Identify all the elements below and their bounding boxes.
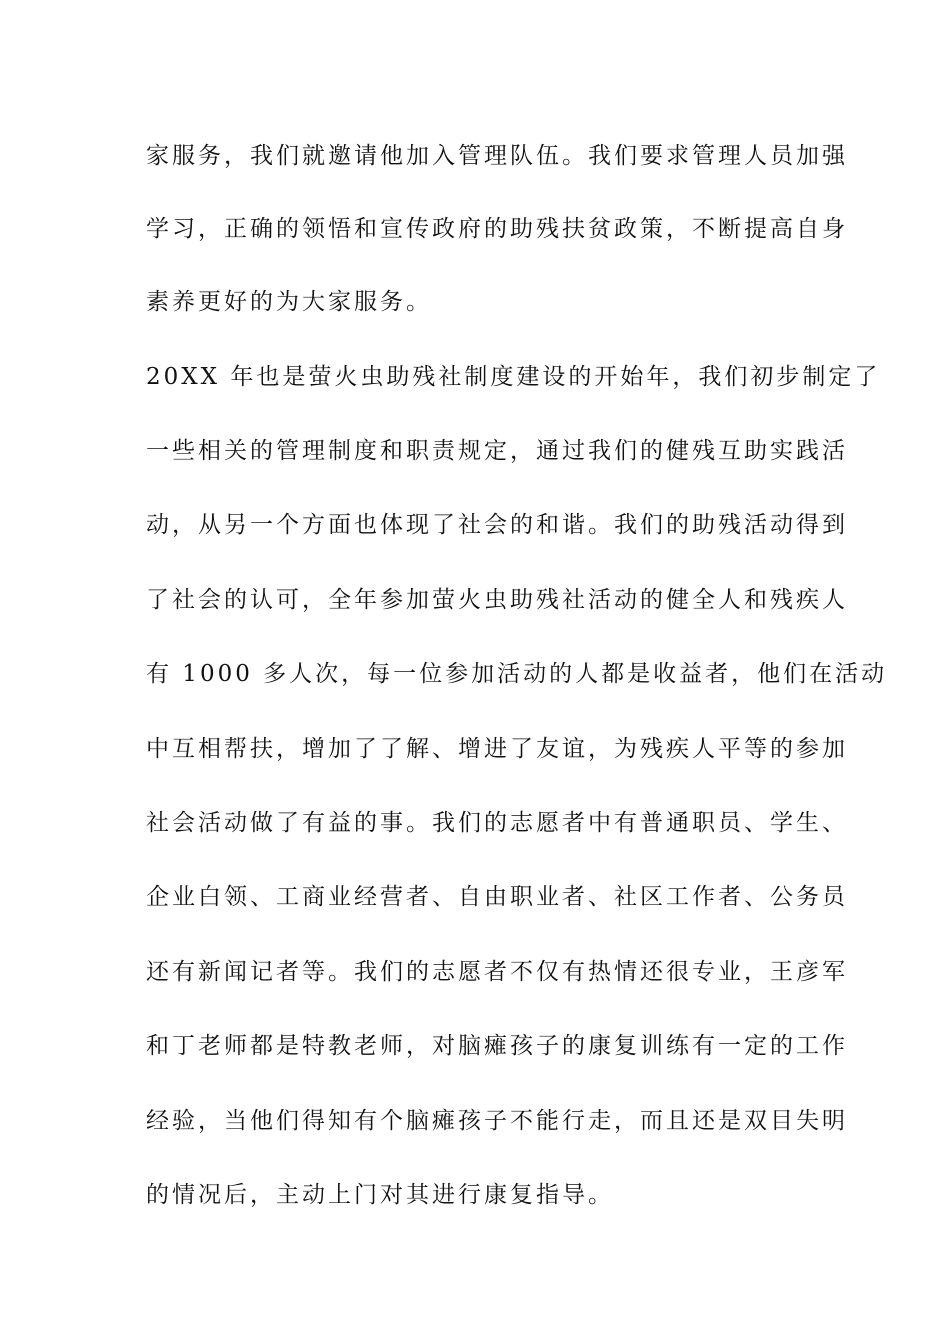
text-line: 了社会的认可，全年参加萤火虫助残社活动的健全人和残疾人 (146, 587, 848, 613)
text-line: 经验，当他们得知有个脑瘫孩子不能行走，而且还是双目失明 (146, 1108, 848, 1134)
text-line: 和丁老师都是特教老师，对脑瘫孩子的康复训练有一定的工作 (146, 1033, 848, 1059)
text-line: 有 1000 多人次，每一位参加活动的人都是收益者，他们在活动 (146, 661, 888, 687)
text-line: 一些相关的管理制度和职责规定，通过我们的健残互助实践活 (146, 438, 848, 464)
text-line: 中互相帮扶，增加了了解、增进了友谊，为残疾人平等的参加 (146, 736, 848, 762)
text-line: 还有新闻记者等。我们的志愿者不仅有热情还很专业，王彦军 (146, 959, 848, 985)
text-line: 动，从另一个方面也体现了社会的和谐。我们的助残活动得到 (146, 512, 848, 538)
text-line: 社会活动做了有益的事。我们的志愿者中有普通职员、学生、 (146, 810, 848, 836)
text-line: 20XX 年也是萤火虫助残社制度建设的开始年，我们初步制定了 (146, 364, 881, 390)
text-line: 学习，正确的领悟和宣传政府的助残扶贫政策，不断提高自身 (146, 216, 848, 242)
text-line: 家服务，我们就邀请他加入管理队伍。我们要求管理人员加强 (146, 143, 848, 169)
text-line: 的情况后，主动上门对其进行康复指导。 (146, 1182, 614, 1208)
text-line: 企业白领、工商业经营者、自由职业者、社区工作者、公务员 (146, 884, 848, 910)
text-line: 素养更好的为大家服务。 (146, 289, 432, 315)
